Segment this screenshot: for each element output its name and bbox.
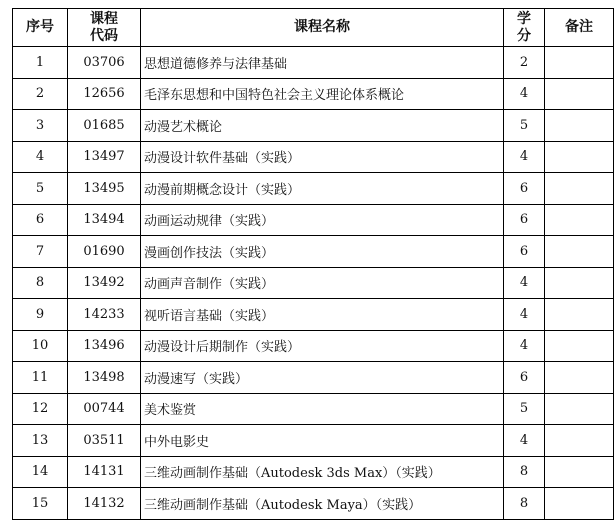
cell-credit: 4 [504, 299, 545, 331]
cell-notes [545, 267, 614, 299]
course-table [12, 8, 614, 520]
cell-credit: 6 [504, 204, 545, 236]
table-row [13, 456, 614, 488]
cell-notes [545, 362, 614, 394]
course-table-wrapper [12, 8, 614, 520]
cell-seq: 13 [13, 425, 68, 457]
table-row [13, 393, 614, 425]
table-row [13, 236, 614, 268]
cell-notes [545, 173, 614, 205]
cell-notes [545, 47, 614, 79]
cell-course-name: 动漫艺术概论 [141, 110, 504, 142]
cell-course-name: 美术鉴赏 [141, 393, 504, 425]
cell-course-code: 01690 [68, 236, 141, 268]
header-course-code-line1: 课程 [90, 10, 118, 27]
cell-credit: 4 [504, 141, 545, 173]
cell-course-code: 01685 [68, 110, 141, 142]
header-course-name: 课程名称 [141, 9, 504, 47]
cell-notes [545, 456, 614, 488]
table-row [13, 110, 614, 142]
cell-seq: 12 [13, 393, 68, 425]
cell-course-code: 13498 [68, 362, 141, 394]
cell-seq: 1 [13, 47, 68, 79]
cell-notes [545, 204, 614, 236]
cell-credit: 6 [504, 236, 545, 268]
cell-course-code: 13492 [68, 267, 141, 299]
cell-notes [545, 425, 614, 457]
cell-notes [545, 110, 614, 142]
cell-course-name: 中外电影史 [141, 425, 504, 457]
cell-credit: 5 [504, 393, 545, 425]
cell-course-name: 动漫前期概念设计（实践） [141, 173, 504, 205]
cell-seq: 11 [13, 362, 68, 394]
cell-course-name: 三维动画制作基础（Autodesk 3ds Max）（实践） [141, 456, 504, 488]
cell-seq: 14 [13, 456, 68, 488]
header-credit-line2: 分 [517, 27, 531, 44]
cell-course-name: 动画声音制作（实践） [141, 267, 504, 299]
cell-notes [545, 393, 614, 425]
table-row [13, 173, 614, 205]
header-credit-line1: 学 [517, 10, 531, 27]
table-row [13, 47, 614, 79]
cell-credit: 8 [504, 488, 545, 520]
header-notes: 备注 [545, 9, 614, 47]
cell-credit: 4 [504, 78, 545, 110]
cell-notes [545, 236, 614, 268]
table-body [13, 47, 614, 520]
cell-course-name: 视听语言基础（实践） [141, 299, 504, 331]
cell-notes [545, 488, 614, 520]
table-row [13, 299, 614, 331]
cell-course-code: 13494 [68, 204, 141, 236]
table-header-row [13, 9, 614, 47]
cell-course-name: 思想道德修养与法律基础 [141, 47, 504, 79]
cell-course-code: 00744 [68, 393, 141, 425]
header-course-code-line2: 代码 [90, 27, 118, 44]
cell-course-code: 14131 [68, 456, 141, 488]
cell-credit: 6 [504, 173, 545, 205]
cell-course-name: 动漫设计软件基础（实践） [141, 141, 504, 173]
cell-seq: 6 [13, 204, 68, 236]
cell-course-name: 动漫速写（实践） [141, 362, 504, 394]
cell-notes [545, 141, 614, 173]
cell-notes [545, 78, 614, 110]
cell-notes [545, 330, 614, 362]
table-row [13, 78, 614, 110]
cell-credit: 6 [504, 362, 545, 394]
table-row [13, 267, 614, 299]
cell-seq: 7 [13, 236, 68, 268]
cell-course-name: 漫画创作技法（实践） [141, 236, 504, 268]
table-row [13, 204, 614, 236]
table-row [13, 330, 614, 362]
cell-course-code: 14132 [68, 488, 141, 520]
cell-course-name: 动画运动规律（实践） [141, 204, 504, 236]
cell-course-name: 三维动画制作基础（Autodesk Maya）（实践） [141, 488, 504, 520]
header-seq: 序号 [13, 9, 68, 47]
cell-course-code: 12656 [68, 78, 141, 110]
cell-course-code: 13497 [68, 141, 141, 173]
header-credit [504, 9, 545, 47]
cell-seq: 15 [13, 488, 68, 520]
cell-credit: 2 [504, 47, 545, 79]
cell-course-code: 14233 [68, 299, 141, 331]
table-row [13, 425, 614, 457]
cell-seq: 10 [13, 330, 68, 362]
cell-seq: 8 [13, 267, 68, 299]
table-row [13, 141, 614, 173]
cell-credit: 8 [504, 456, 545, 488]
cell-notes [545, 299, 614, 331]
cell-course-code: 13495 [68, 173, 141, 205]
cell-seq: 3 [13, 110, 68, 142]
cell-seq: 4 [13, 141, 68, 173]
cell-seq: 2 [13, 78, 68, 110]
cell-credit: 5 [504, 110, 545, 142]
cell-course-code: 03511 [68, 425, 141, 457]
cell-seq: 5 [13, 173, 68, 205]
cell-seq: 9 [13, 299, 68, 331]
cell-course-code: 13496 [68, 330, 141, 362]
table-row [13, 488, 614, 520]
cell-course-code: 03706 [68, 47, 141, 79]
cell-course-name: 毛泽东思想和中国特色社会主义理论体系概论 [141, 78, 504, 110]
cell-credit: 4 [504, 330, 545, 362]
table-row [13, 362, 614, 394]
cell-course-name: 动漫设计后期制作（实践） [141, 330, 504, 362]
header-course-code [68, 9, 141, 47]
cell-credit: 4 [504, 425, 545, 457]
cell-credit: 4 [504, 267, 545, 299]
